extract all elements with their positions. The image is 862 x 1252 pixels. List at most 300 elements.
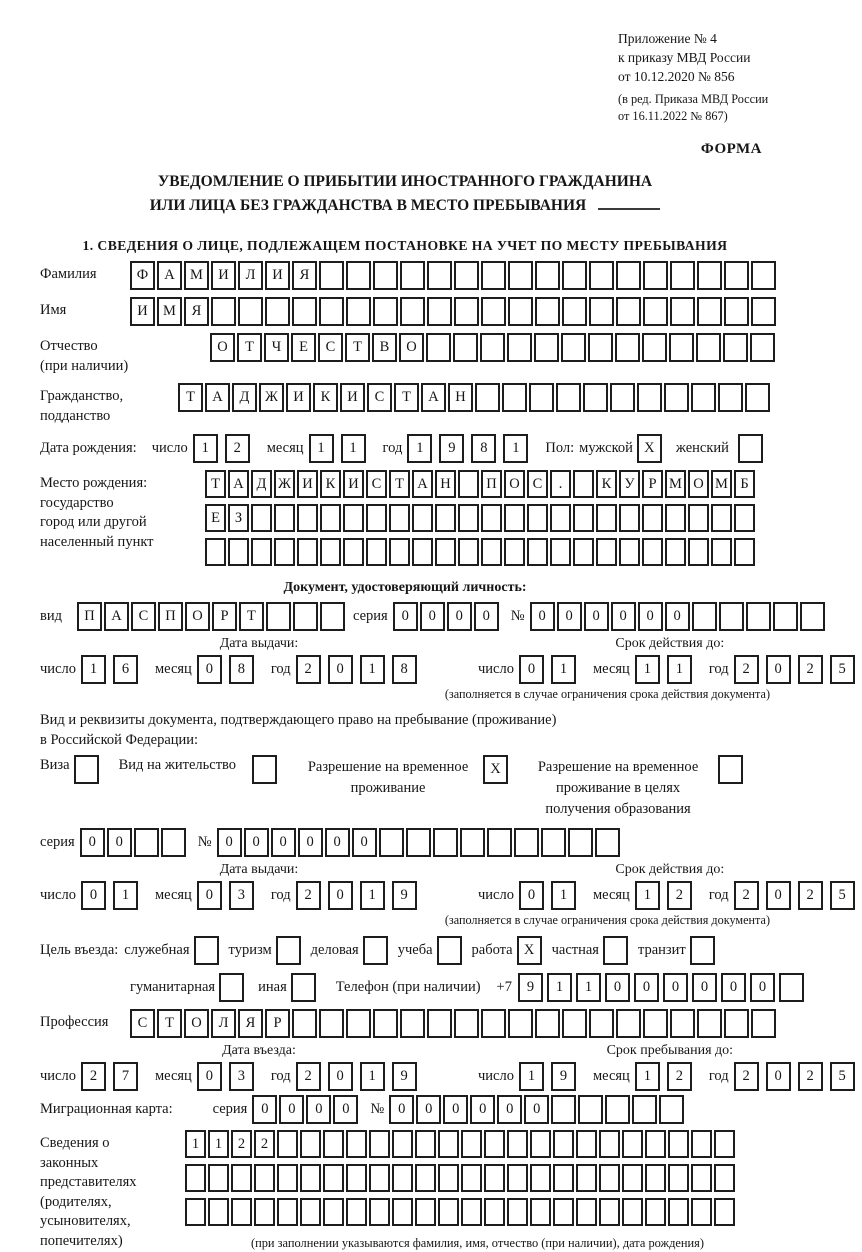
char-cell: У xyxy=(619,470,640,498)
char-cell: С xyxy=(130,1009,155,1038)
residence-issue-month-cells xyxy=(197,881,261,910)
residence-permit-option xyxy=(119,753,281,784)
char-cell xyxy=(406,828,431,857)
char-cell: 1 xyxy=(635,1062,660,1091)
char-cell xyxy=(319,297,344,326)
char-cell: О xyxy=(399,333,424,362)
migration-series-label: серия xyxy=(212,1101,248,1118)
char-cell xyxy=(714,1164,735,1192)
char-cell xyxy=(643,1009,668,1038)
char-cell: 0 xyxy=(766,881,791,910)
char-cell xyxy=(373,297,398,326)
char-cell xyxy=(343,538,364,566)
char-cell xyxy=(670,297,695,326)
char-cell: 1 xyxy=(667,655,692,684)
char-cell xyxy=(323,1130,344,1158)
char-cell xyxy=(527,504,548,532)
patronymic-cells xyxy=(210,333,777,362)
char-cell: 5 xyxy=(830,655,855,684)
char-cell: 0 xyxy=(80,828,105,857)
char-cell: 2 xyxy=(798,1062,823,1091)
char-cell: И xyxy=(297,470,318,498)
stay-until-fields xyxy=(478,1062,862,1091)
char-cell xyxy=(734,538,755,566)
char-cell xyxy=(266,602,291,631)
representatives-label-line2: законных xyxy=(40,1154,99,1171)
residence-number-cells xyxy=(217,828,622,857)
char-cell: Л xyxy=(238,261,263,290)
char-cell xyxy=(550,504,571,532)
char-cell: 0 xyxy=(611,602,636,631)
char-cell xyxy=(274,538,295,566)
month-label: месяц xyxy=(592,1068,630,1085)
char-cell: 1 xyxy=(576,973,601,1002)
residence-expiry-note: (заполняется в случае ограничения срока действия документа) xyxy=(444,913,770,928)
char-cell xyxy=(481,1009,506,1038)
entry-purpose-label: Цель въезда: xyxy=(40,942,119,959)
purpose-official-label: служебная xyxy=(124,942,190,959)
identity-expiry-note: (заполняется в случае ограничения срока действия документа) xyxy=(444,687,770,702)
char-cell: 2 xyxy=(734,881,759,910)
char-cell xyxy=(502,383,527,412)
year-label: год xyxy=(270,887,291,904)
char-cell xyxy=(534,333,559,362)
representatives-label xyxy=(40,1130,185,1251)
char-cell xyxy=(562,261,587,290)
char-cell: К xyxy=(313,383,338,412)
char-cell: 1 xyxy=(193,434,218,463)
identity-doc-row xyxy=(40,602,770,631)
edition-line-2: от 16.11.2022 № 867) xyxy=(618,108,728,123)
char-cell xyxy=(751,1009,776,1038)
char-cell: Т xyxy=(389,470,410,498)
char-cell: 2 xyxy=(225,434,250,463)
temp-permit-option xyxy=(297,753,512,799)
char-cell xyxy=(595,828,620,857)
char-cell xyxy=(643,261,668,290)
stay-until-heading: Срок пребывания до: xyxy=(606,1043,734,1059)
char-cell: 1 xyxy=(185,1130,206,1158)
char-cell xyxy=(208,1198,229,1226)
birth-place-cells-row3 xyxy=(205,538,757,566)
residence-expiry-col xyxy=(478,862,862,910)
edu-permit-checkbox xyxy=(718,755,743,784)
char-cell: Л xyxy=(211,1009,236,1038)
representatives-row xyxy=(40,1130,770,1251)
char-cell xyxy=(274,504,295,532)
char-cell: Ч xyxy=(264,333,289,362)
char-cell xyxy=(535,1009,560,1038)
char-cell: П xyxy=(481,470,502,498)
char-cell xyxy=(711,504,732,532)
char-cell: 1 xyxy=(81,655,106,684)
char-cell xyxy=(573,538,594,566)
char-cell: 2 xyxy=(798,655,823,684)
char-cell xyxy=(643,297,668,326)
char-cell xyxy=(487,828,512,857)
char-cell xyxy=(615,333,640,362)
char-cell xyxy=(346,1130,367,1158)
char-cell: 9 xyxy=(392,1062,417,1091)
char-cell xyxy=(400,261,425,290)
char-cell xyxy=(508,261,533,290)
char-cell xyxy=(265,297,290,326)
char-cell xyxy=(642,504,663,532)
month-label: месяц xyxy=(592,661,630,678)
char-cell: 2 xyxy=(798,881,823,910)
char-cell xyxy=(251,504,272,532)
char-cell: 1 xyxy=(519,1062,544,1091)
char-cell xyxy=(622,1164,643,1192)
residence-number-label: № xyxy=(197,834,212,851)
char-cell: 1 xyxy=(309,434,334,463)
char-cell xyxy=(251,538,272,566)
purpose-work-label: работа xyxy=(471,942,513,959)
char-cell xyxy=(460,828,485,857)
char-cell xyxy=(458,470,479,498)
entry-date-col xyxy=(40,1043,478,1091)
char-cell: Ж xyxy=(259,383,284,412)
purpose-other-label: иная xyxy=(258,979,287,996)
char-cell xyxy=(724,297,749,326)
year-label: год xyxy=(708,661,729,678)
char-cell xyxy=(665,538,686,566)
char-cell xyxy=(714,1198,735,1226)
char-cell xyxy=(645,1198,666,1226)
edu-permit-label: Разрешение на временное проживание в целях получения образования xyxy=(537,759,699,818)
stay-month-cells xyxy=(635,1062,699,1091)
char-cell xyxy=(724,1009,749,1038)
char-cell: 1 xyxy=(113,881,138,910)
char-cell xyxy=(373,261,398,290)
char-cell: А xyxy=(104,602,129,631)
sex-male-label: мужской xyxy=(579,440,633,457)
char-cell xyxy=(435,538,456,566)
char-cell: О xyxy=(184,1009,209,1038)
identity-doc-heading: Документ, удостоверяющий личность: xyxy=(283,580,527,596)
birth-place-label-line4: населенный пункт xyxy=(40,534,154,551)
purpose-study-checkbox xyxy=(437,936,462,965)
char-cell xyxy=(529,383,554,412)
char-cell: О xyxy=(688,470,709,498)
char-cell xyxy=(254,1198,275,1226)
visa-label: Виза xyxy=(40,757,70,774)
purpose-business-label: деловая xyxy=(310,942,359,959)
char-cell: 7 xyxy=(113,1062,138,1091)
patronymic-label-line2: (при наличии) xyxy=(40,357,129,374)
day-label: число xyxy=(40,1068,76,1085)
char-cell: М xyxy=(665,470,686,498)
patronymic-label xyxy=(40,333,210,376)
char-cell xyxy=(320,504,341,532)
representatives-label-line3: представителях xyxy=(40,1174,137,1191)
char-cell: 0 xyxy=(474,602,499,631)
char-cell xyxy=(346,261,371,290)
residence-series-label: серия xyxy=(40,834,75,851)
char-cell: И xyxy=(211,261,236,290)
purpose-official-checkbox xyxy=(194,936,219,965)
char-cell: Т xyxy=(239,602,264,631)
identity-expiry-fields xyxy=(478,655,862,684)
identity-kind-cells xyxy=(77,602,347,631)
char-cell: Б xyxy=(734,470,755,498)
char-cell xyxy=(669,333,694,362)
residence-expiry-year-cells xyxy=(734,881,862,910)
char-cell: 2 xyxy=(231,1130,252,1158)
edition-block xyxy=(618,91,770,125)
char-cell xyxy=(320,602,345,631)
char-cell xyxy=(553,1164,574,1192)
char-cell: 1 xyxy=(407,434,432,463)
char-cell xyxy=(323,1164,344,1192)
char-cell: 0 xyxy=(584,602,609,631)
birth-date-label: Дата рождения: xyxy=(40,440,137,457)
char-cell xyxy=(438,1198,459,1226)
char-cell: 0 xyxy=(524,1095,549,1124)
char-cell: Я xyxy=(184,297,209,326)
char-cell xyxy=(481,538,502,566)
char-cell: 0 xyxy=(328,881,353,910)
form-title-line2 xyxy=(40,194,770,218)
char-cell: 9 xyxy=(551,1062,576,1091)
identity-issue-year-cells xyxy=(296,655,424,684)
char-cell: Ф xyxy=(130,261,155,290)
char-cell xyxy=(208,1164,229,1192)
residence-serial-row xyxy=(40,828,770,857)
char-cell: 0 xyxy=(81,881,106,910)
char-cell: Р xyxy=(265,1009,290,1038)
char-cell xyxy=(504,504,525,532)
migration-number-cells xyxy=(389,1095,686,1124)
char-cell xyxy=(589,1009,614,1038)
sex-male-checkbox: X xyxy=(637,434,662,463)
char-cell xyxy=(481,261,506,290)
representatives-note: (при заполнении указываются фамилия, имя, отчество (при наличии), дата рождения) xyxy=(250,1236,705,1251)
sex-female-checkbox xyxy=(738,434,763,463)
char-cell: 2 xyxy=(296,1062,321,1091)
char-cell xyxy=(369,1198,390,1226)
char-cell xyxy=(576,1130,597,1158)
char-cell xyxy=(616,261,641,290)
representatives-cells xyxy=(185,1130,770,1251)
char-cell xyxy=(507,1130,528,1158)
char-cell xyxy=(632,1095,657,1124)
char-cell: Я xyxy=(238,1009,263,1038)
char-cell xyxy=(231,1198,252,1226)
birth-place-cells-row2 xyxy=(205,504,757,532)
char-cell xyxy=(562,1009,587,1038)
char-cell: Н xyxy=(448,383,473,412)
char-cell xyxy=(724,261,749,290)
char-cell xyxy=(454,297,479,326)
char-cell xyxy=(697,261,722,290)
patronymic-label-line1: Отчество xyxy=(40,338,98,355)
char-cell xyxy=(718,383,743,412)
char-cell: А xyxy=(205,383,230,412)
char-cell xyxy=(688,538,709,566)
char-cell xyxy=(696,333,721,362)
identity-kind-label: вид xyxy=(40,608,62,625)
char-cell xyxy=(530,1164,551,1192)
char-cell: 1 xyxy=(208,1130,229,1158)
char-cell xyxy=(412,504,433,532)
char-cell: 0 xyxy=(447,602,472,631)
char-cell xyxy=(745,383,770,412)
char-cell: С xyxy=(527,470,548,498)
char-cell: П xyxy=(77,602,102,631)
char-cell: 1 xyxy=(635,655,660,684)
char-cell xyxy=(746,602,771,631)
year-label: год xyxy=(708,1068,729,1085)
month-label: месяц xyxy=(154,661,192,678)
char-cell xyxy=(573,470,594,498)
char-cell xyxy=(389,538,410,566)
purpose-private-checkbox xyxy=(603,936,628,965)
char-cell: С xyxy=(367,383,392,412)
char-cell xyxy=(561,333,586,362)
month-label: месяц xyxy=(154,887,192,904)
char-cell: Е xyxy=(291,333,316,362)
purpose-tourism-checkbox xyxy=(276,936,301,965)
char-cell xyxy=(412,538,433,566)
char-cell xyxy=(415,1130,436,1158)
char-cell xyxy=(691,1130,712,1158)
residence-expiry-heading: Срок действия до: xyxy=(615,862,725,878)
char-cell: Р xyxy=(212,602,237,631)
char-cell xyxy=(588,333,613,362)
char-cell xyxy=(392,1164,413,1192)
birth-day-cells xyxy=(193,434,257,463)
char-cell xyxy=(691,383,716,412)
char-cell xyxy=(369,1130,390,1158)
char-cell xyxy=(645,1164,666,1192)
char-cell xyxy=(751,297,776,326)
char-cell: А xyxy=(412,470,433,498)
stay-day-cells xyxy=(519,1062,583,1091)
char-cell: К xyxy=(596,470,617,498)
char-cell: Т xyxy=(345,333,370,362)
char-cell: 0 xyxy=(197,881,222,910)
day-label: число xyxy=(478,661,514,678)
char-cell xyxy=(692,602,717,631)
residence-issue-col xyxy=(40,862,478,910)
char-cell: П xyxy=(158,602,183,631)
char-cell xyxy=(343,504,364,532)
char-cell: 0 xyxy=(271,828,296,857)
char-cell: 0 xyxy=(389,1095,414,1124)
identity-series-label: серия xyxy=(352,608,388,625)
char-cell xyxy=(550,538,571,566)
purpose-humanitarian-checkbox xyxy=(219,973,244,1002)
char-cell: 0 xyxy=(766,1062,791,1091)
char-cell: 3 xyxy=(229,1062,254,1091)
migration-series-cells xyxy=(252,1095,360,1124)
char-cell: 1 xyxy=(360,881,385,910)
citizenship-label xyxy=(40,383,178,426)
char-cell xyxy=(238,297,263,326)
char-cell: 1 xyxy=(360,655,385,684)
purpose-other-checkbox xyxy=(291,973,316,1002)
char-cell xyxy=(530,1198,551,1226)
char-cell xyxy=(619,504,640,532)
char-cell: Т xyxy=(237,333,262,362)
char-cell xyxy=(161,828,186,857)
residence-issue-heading: Дата выдачи: xyxy=(219,862,299,878)
char-cell xyxy=(461,1164,482,1192)
char-cell: Р xyxy=(642,470,663,498)
char-cell xyxy=(323,1198,344,1226)
char-cell xyxy=(366,504,387,532)
patronymic-row xyxy=(40,333,770,376)
purpose-work-checkbox: X xyxy=(517,936,542,965)
char-cell: 2 xyxy=(254,1130,275,1158)
sex-female-label: женский xyxy=(675,440,729,457)
char-cell xyxy=(556,383,581,412)
char-cell xyxy=(562,297,587,326)
char-cell xyxy=(400,1009,425,1038)
birth-date-row xyxy=(40,434,770,463)
char-cell xyxy=(293,602,318,631)
char-cell: 0 xyxy=(416,1095,441,1124)
char-cell: Т xyxy=(157,1009,182,1038)
char-cell xyxy=(688,504,709,532)
char-cell xyxy=(616,297,641,326)
char-cell xyxy=(711,538,732,566)
char-cell xyxy=(461,1198,482,1226)
residence-expiry-fields xyxy=(478,881,862,910)
char-cell xyxy=(507,1164,528,1192)
char-cell xyxy=(484,1130,505,1158)
char-cell: 1 xyxy=(635,881,660,910)
char-cell xyxy=(723,333,748,362)
residence-permit-checkbox xyxy=(252,755,277,784)
char-cell xyxy=(750,333,775,362)
identity-issue-month-cells xyxy=(197,655,261,684)
char-cell xyxy=(773,602,798,631)
char-cell: С xyxy=(366,470,387,498)
char-cell: 1 xyxy=(547,973,572,1002)
char-cell xyxy=(438,1164,459,1192)
char-cell xyxy=(535,261,560,290)
birth-place-label-line1: Место рождения: xyxy=(40,475,148,492)
appendix-block xyxy=(618,30,770,125)
char-cell xyxy=(568,828,593,857)
char-cell xyxy=(228,538,249,566)
char-cell: 0 xyxy=(298,828,323,857)
char-cell: 9 xyxy=(518,973,543,1002)
entry-date-pair xyxy=(40,1043,846,1091)
char-cell xyxy=(514,828,539,857)
char-cell: К xyxy=(320,470,341,498)
char-cell xyxy=(185,1164,206,1192)
char-cell xyxy=(211,297,236,326)
char-cell xyxy=(461,1130,482,1158)
char-cell: 0 xyxy=(557,602,582,631)
char-cell xyxy=(589,261,614,290)
section1-heading: 1. СВЕДЕНИЯ О ЛИЦЕ, ПОДЛЕЖАЩЕМ ПОСТАНОВКЕ НА УЧЕТ ПО МЕСТУ ПРЕБЫВАНИЯ xyxy=(82,238,728,254)
char-cell: И xyxy=(340,383,365,412)
residence-series-cells xyxy=(80,828,188,857)
year-label: год xyxy=(270,1068,291,1085)
char-cell xyxy=(373,1009,398,1038)
char-cell xyxy=(389,504,410,532)
entry-purpose-row1 xyxy=(40,936,770,965)
char-cell xyxy=(668,1164,689,1192)
char-cell xyxy=(427,261,452,290)
char-cell xyxy=(642,538,663,566)
birth-year-cells xyxy=(407,434,535,463)
char-cell xyxy=(481,297,506,326)
